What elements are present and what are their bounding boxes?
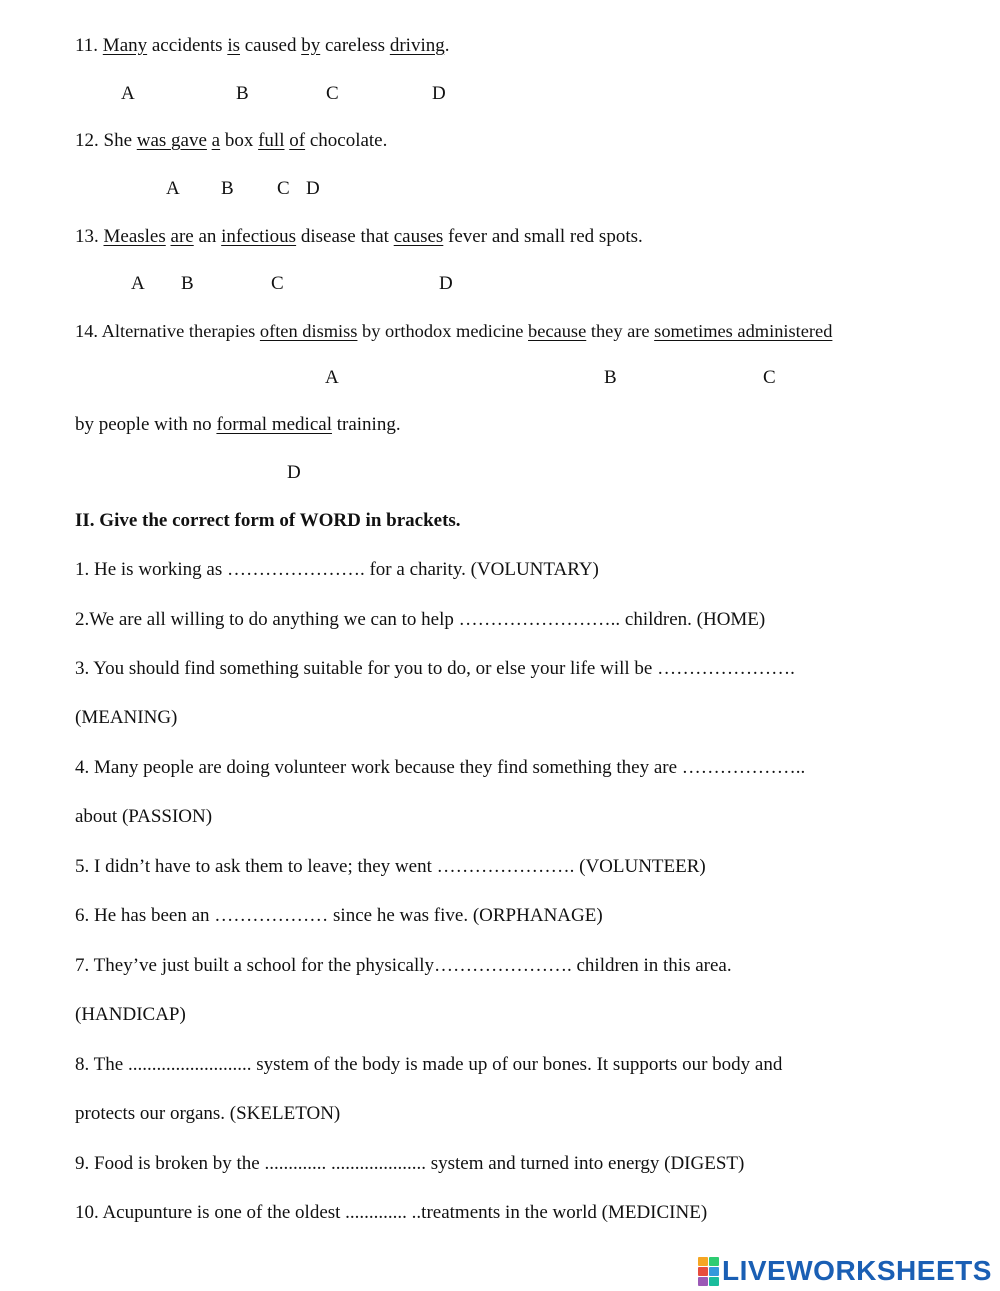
q11-option-a[interactable]: Many bbox=[102, 35, 148, 56]
logo-block bbox=[698, 1257, 708, 1266]
q12-label-c: C bbox=[277, 178, 290, 199]
q14-label-a: A bbox=[325, 367, 339, 388]
q11-option-c[interactable]: by bbox=[301, 35, 321, 56]
logo-block bbox=[698, 1267, 708, 1276]
word-form-item[interactable]: 2.We are all willing to do anything we can to help …………………….. children. (HOME) bbox=[75, 609, 766, 630]
q11-sentence: 11. Many accidents is caused by careless driving. bbox=[75, 35, 450, 56]
word-form-item[interactable]: 9. Food is broken by the ............. .................... system and turned into energy (DIGEST) bbox=[75, 1153, 745, 1174]
logo-block bbox=[698, 1277, 708, 1286]
q11-label-d: D bbox=[432, 83, 446, 104]
q11-option-d[interactable]: driving bbox=[389, 35, 445, 56]
q14-option-b[interactable]: because bbox=[528, 321, 587, 341]
q13-option-c[interactable]: infectious bbox=[221, 226, 297, 247]
q14-label-c: C bbox=[763, 367, 776, 388]
q13-option-a[interactable]: Measles bbox=[103, 226, 166, 247]
q12-option-c[interactable]: full bbox=[258, 130, 285, 151]
q14-label-d: D bbox=[287, 462, 301, 483]
word-form-item[interactable]: 5. I didn’t have to ask them to leave; they went …………………. (VOLUNTEER) bbox=[75, 856, 706, 877]
q14-option-d[interactable]: formal medical bbox=[216, 414, 332, 435]
q14-sentence-continued: by people with no formal medical training. bbox=[75, 414, 401, 435]
q11-option-b[interactable]: is bbox=[227, 35, 240, 56]
q14-option-a[interactable]: often dismiss bbox=[259, 321, 358, 341]
liveworksheets-logo bbox=[698, 1254, 992, 1288]
word-form-item[interactable]: 7. They’ve just built a school for the physically…………………. children in this area. bbox=[75, 955, 732, 976]
word-form-item[interactable]: 6. He has been an ……………… since he was five. (ORPHANAGE) bbox=[75, 905, 603, 926]
word-form-item-continued: (MEANING) bbox=[75, 707, 178, 728]
word-form-item[interactable]: 4. Many people are doing volunteer work because they find something they are ……………….. bbox=[75, 757, 806, 778]
q11-label-b: B bbox=[236, 83, 249, 104]
word-form-item-continued: protects our organs. (SKELETON) bbox=[75, 1103, 341, 1124]
word-form-item[interactable]: 3. You should find something suitable for you to do, or else your life will be …………………. bbox=[75, 658, 795, 679]
q12-sentence: 12. She was gave a box full of chocolate. bbox=[75, 130, 388, 151]
q14-label-b: B bbox=[604, 367, 617, 388]
q13-label-a: A bbox=[131, 273, 145, 294]
q13-label-c: C bbox=[271, 273, 284, 294]
q12-option-b[interactable]: a bbox=[211, 130, 221, 151]
word-form-item-continued: (HANDICAP) bbox=[75, 1004, 186, 1025]
q11-label-c: C bbox=[326, 83, 339, 104]
logo-block bbox=[709, 1277, 719, 1286]
logo-blocks-icon bbox=[698, 1257, 719, 1286]
q13-option-d[interactable]: causes bbox=[393, 226, 444, 247]
q14-option-c[interactable]: sometimes administered bbox=[654, 321, 833, 341]
logo-block bbox=[709, 1257, 719, 1266]
logo-text: LIVEWORKSHEETS bbox=[722, 1255, 992, 1286]
q12-option-a[interactable]: was gave bbox=[136, 130, 207, 151]
q12-option-d[interactable]: of bbox=[289, 130, 306, 151]
q13-label-b: B bbox=[181, 273, 194, 294]
logo-block bbox=[709, 1267, 719, 1276]
q12-label-d: D bbox=[306, 178, 320, 199]
q12-label-a: A bbox=[166, 178, 180, 199]
section-heading: II. Give the correct form of WORD in brackets. bbox=[75, 510, 461, 531]
q13-option-b[interactable]: are bbox=[170, 226, 194, 247]
word-form-item[interactable]: 1. He is working as …………………. for a charity. (VOLUNTARY) bbox=[75, 559, 599, 580]
q11-label-a: A bbox=[121, 83, 135, 104]
word-form-item[interactable]: 8. The .......................... system of the body is made up of our bones. It supports our body and bbox=[75, 1054, 783, 1075]
q14-sentence: 14. Alternative therapies often dismiss by orthodox medicine because they are sometimes administered bbox=[75, 321, 833, 341]
q13-label-d: D bbox=[439, 273, 453, 294]
word-form-item-continued: about (PASSION) bbox=[75, 806, 213, 827]
word-form-item[interactable]: 10. Acupunture is one of the oldest ............. ..treatments in the world (MEDICINE) bbox=[75, 1202, 708, 1223]
q12-label-b: B bbox=[221, 178, 234, 199]
q13-sentence: 13. Measles are an infectious disease that causes fever and small red spots. bbox=[75, 226, 643, 247]
